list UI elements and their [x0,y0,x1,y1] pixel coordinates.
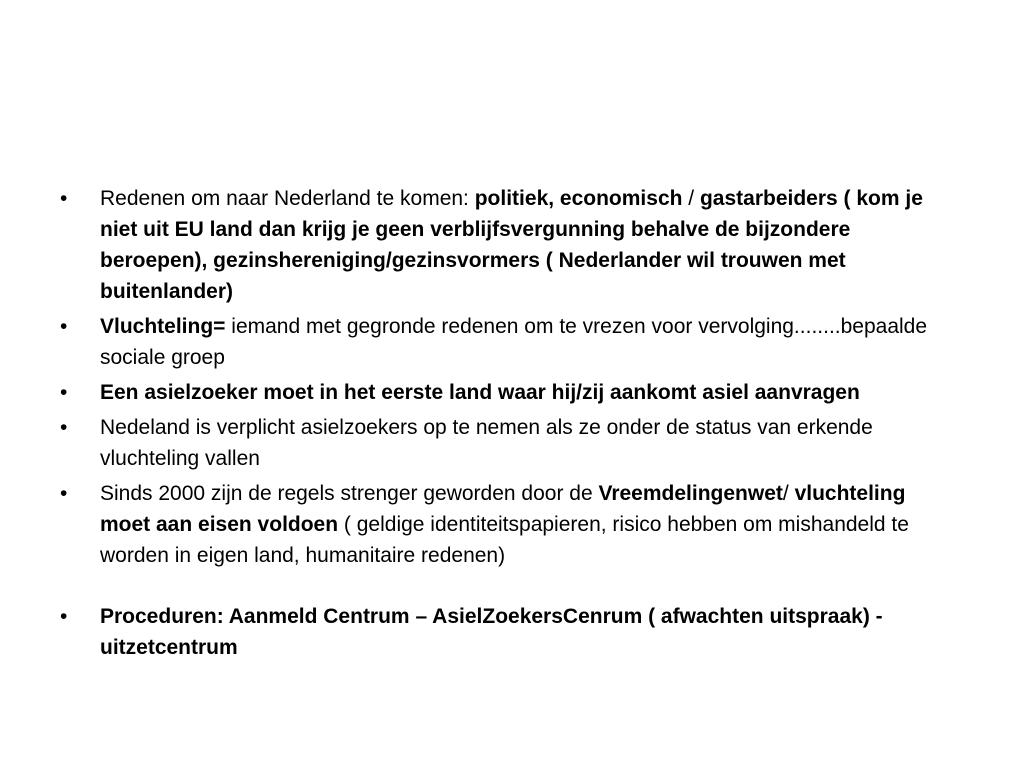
bullet-item-reasons [60,183,960,307]
text-segment-bold: politiek, economisch [474,187,683,210]
text-segment: Nedeland is verplicht asielzoekers op te nemen als ze onder de status van erkende vluchteling vallen [100,416,873,470]
bullet-item-obligation [60,412,960,474]
bullet-text [100,381,860,404]
text-segment-bold: Een asielzoeker moet in het eerste land waar hij/zij aankomt asiel aanvragen [100,381,860,404]
text-segment-bold: Proceduren: Aanmeld Centrum – AsielZoekersCenrum ( afwachten uitspraak) - uitzetcentrum [100,605,883,659]
bullet-item-procedures [60,601,960,663]
text-segment: / [682,187,700,210]
bullet-icon: • [60,381,68,404]
bullet-text [100,482,909,567]
text-segment: Sinds 2000 zijn de regels strenger geworden door de [100,482,599,505]
text-segment-bold: vluchteling moet aan eisen voldoen [100,482,906,536]
bullet-list [60,183,960,667]
text-segment-bold: gastarbeiders ( kom je niet uit EU land dan krijg je geen verblijfsvergunning behalve de bijzondere beroepen), gezinshereniging/gezinsvormers ( Nederlander wil trouwen met buitenlander) [100,187,923,303]
bullet-icon: • [60,187,68,210]
text-segment: Redenen om naar Nederland te komen: [100,187,475,210]
text-segment: iemand met gegronde redenen om te vrezen voor vervolging........bepaalde sociale groep [100,315,928,369]
bullet-icon: • [60,416,68,439]
bullet-text [100,187,923,303]
bullet-text [100,315,927,369]
bullet-icon: • [60,605,68,628]
bullet-text [100,416,873,470]
bullet-item-asylum-first-country [60,377,960,408]
text-segment: / [782,482,795,505]
bullet-item-refugee-definition [60,311,960,373]
text-segment-bold: Vluchteling= [100,315,226,338]
bullet-icon: • [60,482,68,505]
bullet-item-stricter-rules [60,478,960,571]
bullet-text [100,605,883,659]
bullet-icon: • [60,315,68,338]
text-segment-bold: Vreemdelingenwet [598,482,783,505]
text-segment: ( geldige identiteitspapieren, risico hebben om mishandeld te worden in eigen land, humanitaire redenen) [100,513,909,567]
